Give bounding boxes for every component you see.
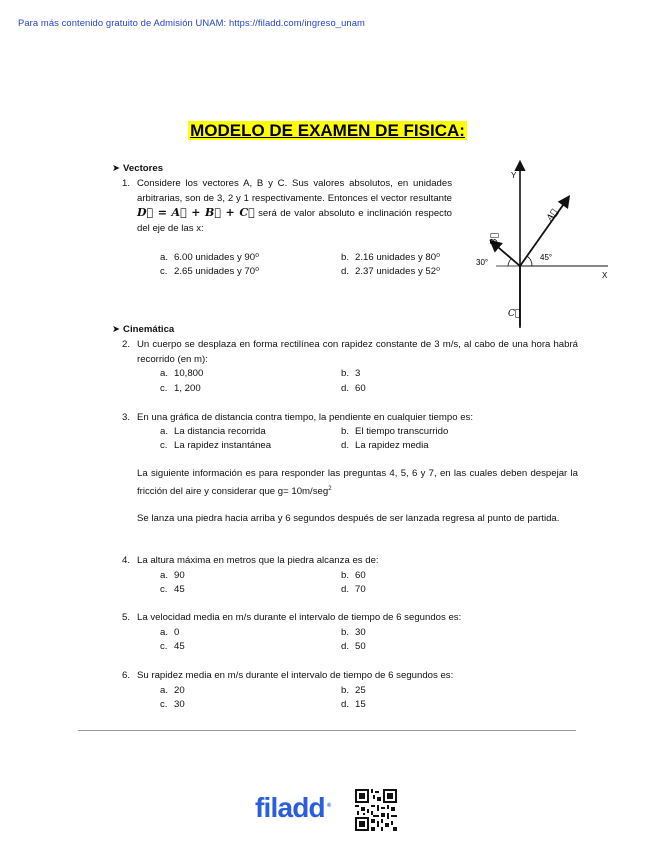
angle-a-label: 45° xyxy=(540,253,553,262)
question-5 xyxy=(122,611,578,626)
q6-option-c[interactable] xyxy=(160,698,185,713)
page-title-text: MODELO DE EXAMEN DE FISICA: xyxy=(190,121,465,140)
question-6 xyxy=(122,669,578,684)
registered-mark: ® xyxy=(326,803,332,809)
question-5-text: La velocidad media en m/s durante el intervalo de tiempo de 6 segundos es: xyxy=(137,612,462,623)
question-1 xyxy=(122,177,452,236)
q5-option-b-letter: b. xyxy=(341,627,350,638)
q4-option-c-text: 45 xyxy=(174,584,185,595)
q6-option-c-text: 30 xyxy=(174,699,185,710)
q4-option-a-text: 90 xyxy=(174,570,185,581)
question-2-text: Un cuerpo se desplaza en forma rectilínea con rapidez constante de 3 m/s, al cabo de una hora habrá recorrido (en m): xyxy=(137,339,578,365)
question-3 xyxy=(122,411,578,426)
q3-option-b-text: El tiempo transcurrido xyxy=(355,426,449,437)
q5-option-b[interactable] xyxy=(341,626,366,641)
filadd-logo-text: filadd xyxy=(255,792,325,823)
q2-option-c[interactable] xyxy=(160,382,201,397)
q4-option-c-letter: c. xyxy=(160,584,168,595)
question-3-number: 3. xyxy=(122,412,131,423)
q1-option-a-text: 6.00 unidades y 90⁰ xyxy=(174,252,259,263)
section-vectores xyxy=(112,162,163,177)
question-2-number: 2. xyxy=(122,339,131,350)
q6-option-b[interactable] xyxy=(341,684,366,699)
question-1-text-b: será de valor absoluto e inclinación respecto del eje de las x: xyxy=(137,208,452,234)
qr-code-icon[interactable] xyxy=(355,789,397,831)
q4-option-d-text: 70 xyxy=(355,584,366,595)
question-1-text xyxy=(137,177,452,236)
angle-a-arc xyxy=(527,256,532,266)
q1-option-a[interactable] xyxy=(160,251,259,266)
info-paragraph-1-sup: 2 xyxy=(328,485,332,492)
q2-option-b[interactable] xyxy=(341,367,360,382)
vector-diagram xyxy=(456,158,616,333)
q5-option-b-text: 30 xyxy=(355,627,366,638)
info-paragraph-1 xyxy=(137,467,578,499)
q2-option-b-letter: b. xyxy=(341,368,350,379)
q5-option-d-text: 50 xyxy=(355,641,366,652)
q1-option-d-text: 2.37 unidades y 52⁰ xyxy=(355,266,440,277)
question-4-text: La altura máxima en metros que la piedra alcanza es de: xyxy=(137,555,379,566)
q1-option-c[interactable] xyxy=(160,265,259,280)
q6-option-d-letter: d. xyxy=(341,699,350,710)
info-paragraph-1-text: La siguiente información es para responder las preguntas 4, 5, 6 y 7, en las cuales deben despejar la fricción del aire y considerar que g= 10m/seg xyxy=(137,468,578,497)
q1-option-b-letter: b. xyxy=(341,252,350,263)
q1-option-b[interactable] xyxy=(341,251,440,266)
q4-option-d-letter: d. xyxy=(341,584,350,595)
section-vectores-label: Vectores xyxy=(123,163,164,174)
q5-option-a-letter: a. xyxy=(160,627,169,638)
q6-option-a-letter: a. xyxy=(160,685,169,696)
question-4 xyxy=(122,554,578,569)
q5-option-c-letter: c. xyxy=(160,641,168,652)
x-axis-label: X xyxy=(602,271,608,280)
question-4-number: 4. xyxy=(122,555,131,566)
question-6-text: Su rapidez media en m/s durante el intervalo de tiempo de 6 segundos es: xyxy=(137,670,454,681)
q4-option-d[interactable] xyxy=(341,583,366,598)
section-cinematica xyxy=(112,323,174,338)
q3-option-d[interactable] xyxy=(341,439,429,454)
question-2 xyxy=(122,338,578,367)
q6-option-b-text: 25 xyxy=(355,685,366,696)
q4-option-c[interactable] xyxy=(160,583,185,598)
q3-option-c-text: La rapidez instantánea xyxy=(174,440,272,451)
question-5-number: 5. xyxy=(122,612,131,623)
q4-option-a-letter: a. xyxy=(160,570,169,581)
angle-b-arc xyxy=(508,259,511,266)
q5-option-d-letter: d. xyxy=(341,641,350,652)
q1-option-d[interactable] xyxy=(341,265,440,280)
q1-option-d-letter: d. xyxy=(341,266,350,277)
question-6-number: 6. xyxy=(122,670,131,681)
q1-option-c-text: 2.65 unidades y 70⁰ xyxy=(174,266,259,277)
q3-option-d-letter: d. xyxy=(341,440,350,451)
q3-option-a-text: La distancia recorrida xyxy=(174,426,266,437)
bullet-arrow-icon: ➤ xyxy=(112,324,121,335)
q1-option-b-text: 2.16 unidades y 80⁰ xyxy=(355,252,440,263)
angle-b-label: 30° xyxy=(476,258,489,267)
q6-option-a-text: 20 xyxy=(174,685,185,696)
q2-option-c-text: 1, 200 xyxy=(174,383,201,394)
vector-c-label: C⃗ xyxy=(508,309,521,319)
q6-option-c-letter: c. xyxy=(160,699,168,710)
q2-option-d-text: 60 xyxy=(355,383,366,394)
q2-option-a[interactable] xyxy=(160,367,203,382)
question-3-text: En una gráfica de distancia contra tiempo, la pendiente en cualquier tiempo es: xyxy=(137,412,473,423)
q6-option-d[interactable] xyxy=(341,698,366,713)
q2-option-a-letter: a. xyxy=(160,368,169,379)
header-link[interactable]: Para más contenido gratuito de Admisión UNAM: https://filadd.com/ingreso_unam xyxy=(18,17,365,28)
vector-a-label: A⃗ xyxy=(545,207,561,224)
q6-option-a[interactable] xyxy=(160,684,185,699)
q4-option-b[interactable] xyxy=(341,569,366,584)
q3-option-d-text: La rapidez media xyxy=(355,440,429,451)
q2-option-c-letter: c. xyxy=(160,383,168,394)
info-paragraph-2: Se lanza una piedra hacia arriba y 6 segundos después de ser lanzada regresa al punto de partida. xyxy=(137,513,560,524)
q3-option-b[interactable] xyxy=(341,425,448,440)
q1-option-a-letter: a. xyxy=(160,252,169,263)
question-1-number: 1. xyxy=(122,178,131,189)
q2-option-d[interactable] xyxy=(341,382,366,397)
q4-option-b-letter: b. xyxy=(341,570,350,581)
bullet-arrow-icon: ➤ xyxy=(112,163,121,174)
q5-option-c[interactable] xyxy=(160,640,185,655)
section-cinematica-label: Cinemática xyxy=(123,324,175,335)
q5-option-c-text: 45 xyxy=(174,641,185,652)
q6-option-d-text: 15 xyxy=(355,699,366,710)
q3-option-a-letter: a. xyxy=(160,426,169,437)
question-1-text-a: Considere los vectores A, B y C. Sus valores absolutos, en unidades arbitrarias, son de 3, 2 y 1 respectivamente. Entonces el vector resultante xyxy=(137,178,452,204)
filadd-logo[interactable] xyxy=(255,792,332,823)
page-title xyxy=(0,120,655,142)
q3-option-c-letter: c. xyxy=(160,440,168,451)
q3-option-a[interactable] xyxy=(160,425,266,440)
q2-option-a-text: 10,800 xyxy=(174,368,204,379)
vector-b-label: B⃗ xyxy=(490,232,500,245)
q5-option-a[interactable] xyxy=(160,626,179,641)
y-axis-label: Y xyxy=(511,171,517,180)
q2-option-b-text: 3 xyxy=(355,368,361,379)
q3-option-b-letter: b. xyxy=(341,426,350,437)
q4-option-a[interactable] xyxy=(160,569,185,584)
vector-equation: D⃗ = A⃗ + B⃗ + C⃗ xyxy=(137,206,255,220)
q1-option-c-letter: c. xyxy=(160,266,168,277)
q3-option-c[interactable] xyxy=(160,439,271,454)
q4-option-b-text: 60 xyxy=(355,570,366,581)
q2-option-d-letter: d. xyxy=(341,383,350,394)
page-divider xyxy=(78,730,576,731)
q6-option-b-letter: b. xyxy=(341,685,350,696)
q5-option-d[interactable] xyxy=(341,640,366,655)
q5-option-a-text: 0 xyxy=(174,627,180,638)
